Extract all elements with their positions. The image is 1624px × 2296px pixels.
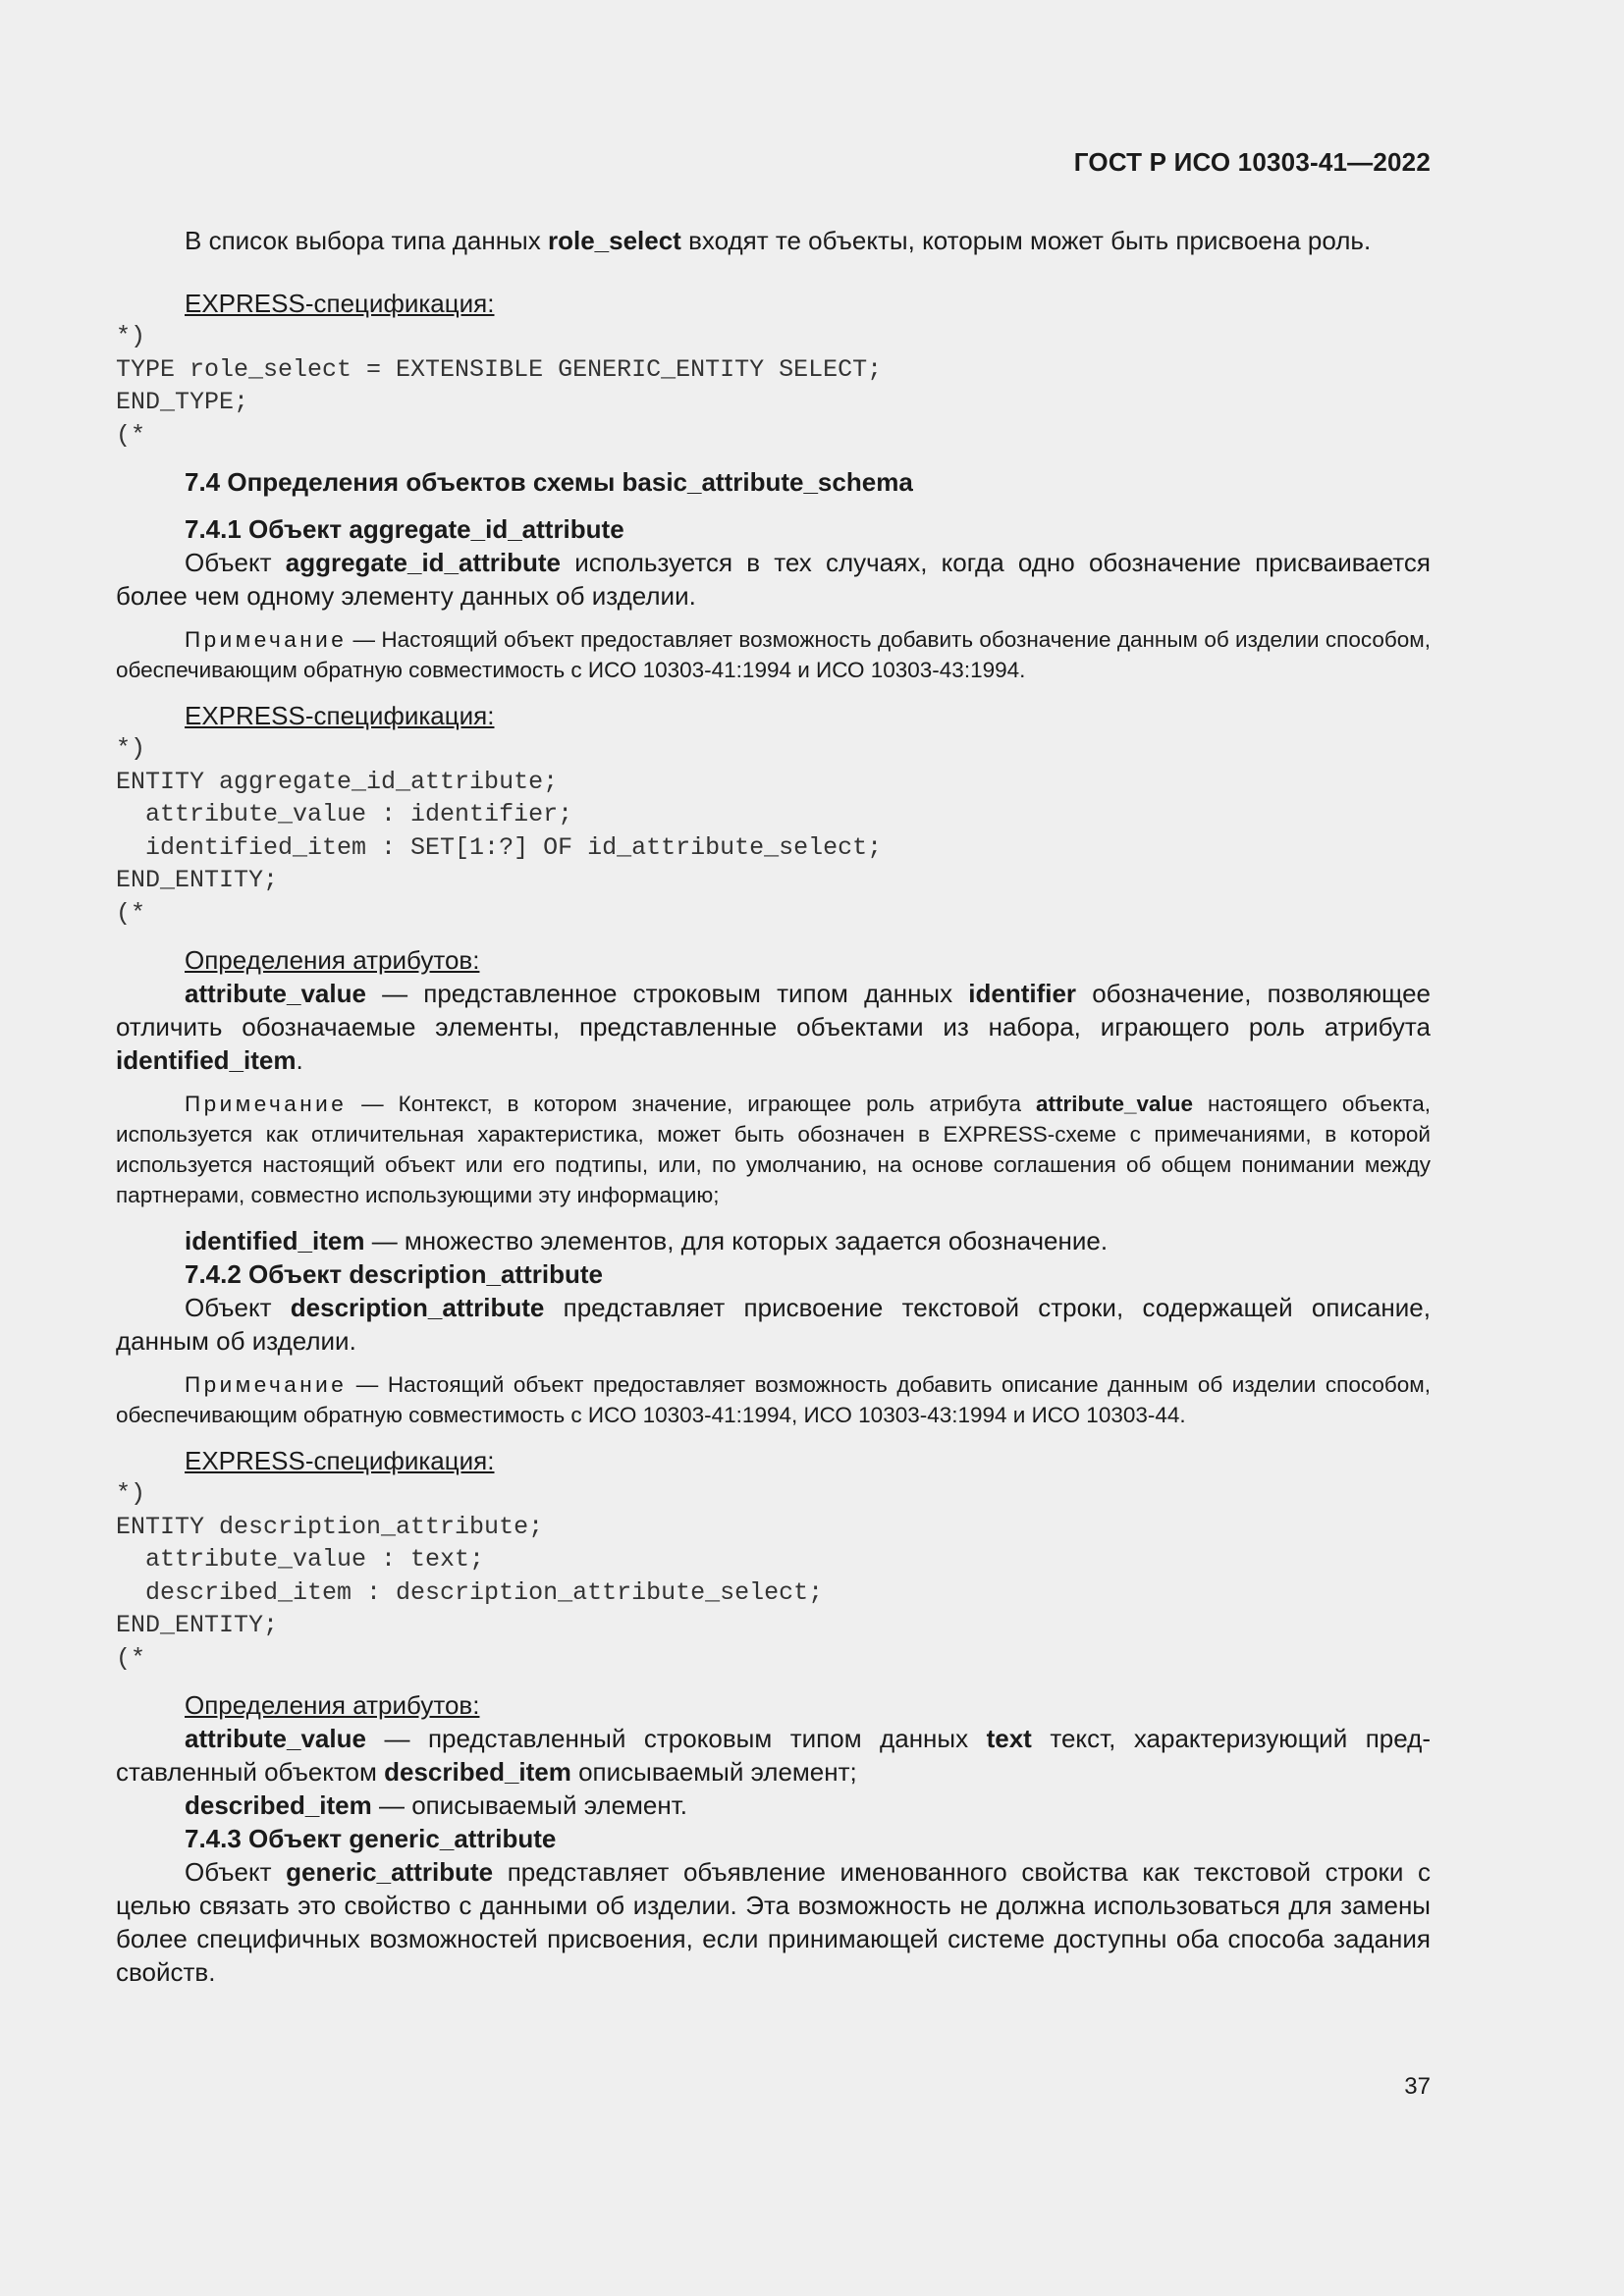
paragraph-generic-attribute xyxy=(116,1855,1431,1989)
term: attribute_value xyxy=(1035,1092,1194,1116)
text: Объект xyxy=(185,548,286,577)
definition-attribute-value-text xyxy=(116,1722,1431,1789)
note-description-attribute xyxy=(116,1369,1431,1430)
section-heading-7-4-3: 7.4.3 Объект generic_attribute xyxy=(185,1824,557,1853)
text: представляет присвоение текстовой строки, содержащей описание, данным об изделии. xyxy=(116,1293,1431,1356)
text: представляет объявление именованного свойства как текстовой строки с целью связать это свойство с данными об изделии. Эта возможность не должна использоваться для замены более специфичных возможностей присвоения, если принимающей системе доступны оба способа задания свойств. xyxy=(116,1857,1431,1987)
paragraph-description-attribute xyxy=(116,1291,1431,1358)
term: attribute_value xyxy=(185,979,366,1008)
express-label: EXPRESS-спецификация: xyxy=(185,289,495,318)
term: described_item xyxy=(185,1790,372,1820)
term: identified_item xyxy=(185,1226,365,1255)
page-number: 37 xyxy=(1404,2073,1431,2100)
text: используется в тех случаях, когда одно обозначение присваивается более чем одному элементу данных об изделии. xyxy=(116,548,1432,611)
page-content xyxy=(116,224,1431,1989)
text: — описываемый элемент. xyxy=(371,1790,687,1820)
term: identified_item xyxy=(116,1045,297,1075)
note-word: Примечание xyxy=(185,627,348,652)
definition-attribute-value xyxy=(116,977,1431,1077)
text: Объект xyxy=(185,1857,287,1887)
note-aggregate-id xyxy=(116,624,1431,685)
term: described_item xyxy=(384,1757,571,1787)
term: identifier xyxy=(968,979,1077,1008)
section-heading-7-4-1: 7.4.1 Объект aggregate_id_attribute xyxy=(185,514,624,544)
text: — представленное строковым типом данных xyxy=(365,979,969,1008)
text: В список выбора типа данных xyxy=(185,226,548,255)
text: — представленный строковым типом данных xyxy=(365,1724,987,1753)
term: attribute_value xyxy=(185,1724,366,1753)
document-header: ГОСТ Р ИСО 10303-41—2022 xyxy=(1073,147,1431,177)
definition-described-item xyxy=(116,1789,1431,1822)
section-heading-7-4: 7.4 Определения объектов схемы basic_attribute_schema xyxy=(185,467,913,497)
text: — Настоящий объект предоставляет возможность добавить описание данным об изделии способом, обеспечивающим обратную совместимость с ИСО 10303-41:1994, ИСО 10303-43:1994 и ИСО 10303-44. xyxy=(116,1372,1431,1427)
term: description_attribute xyxy=(290,1293,545,1322)
term: aggregate_id_attribute xyxy=(285,548,562,577)
paragraph-aggregate-id xyxy=(116,546,1431,613)
text: входят те объекты, которым может быть присвоена роль. xyxy=(680,226,1372,255)
definition-identified-item xyxy=(116,1224,1431,1257)
term: generic_attribute xyxy=(286,1857,494,1887)
document-page xyxy=(116,0,1431,2296)
text: текст, характеризующий представленный объектом xyxy=(116,1724,1431,1787)
express-code-description-attribute: *) ENTITY description_attribute; attribute_value : text; described_item : description_attribute_select; END_ENTITY; (* xyxy=(116,1479,824,1673)
note-word: Примечание xyxy=(185,1092,348,1116)
text: — множество элементов, для которых задается обозначение. xyxy=(364,1226,1109,1255)
text: . xyxy=(296,1045,303,1075)
text: — Контекст, в котором значение, играющее роль атрибута xyxy=(347,1092,1036,1116)
text: описываемый элемент; xyxy=(570,1757,857,1787)
term: role_select xyxy=(547,226,681,255)
text: — Настоящий объект предоставляет возможность добавить обозначение данным об изделии способом, обеспечивающим обратную совместимость с ИСО 10303-41:1994 и ИСО 10303-43:1994. xyxy=(116,627,1431,682)
attribute-definitions-label: Определения атрибутов: xyxy=(185,945,480,975)
text: настоящего объекта, используется как отличительная характеристика, может быть обозначен в EXPRESS-схеме с примечаниями, в которой используется настоящий объект или его подтипы, или, по умолчанию, на основе соглашения об общем понимании между партнерами, совместно использующими эту информацию; xyxy=(116,1092,1431,1207)
section-heading-7-4-2: 7.4.2 Объект description_attribute xyxy=(185,1259,603,1289)
attribute-definitions-label: Определения атрибутов: xyxy=(185,1690,480,1720)
note-attribute-value xyxy=(116,1089,1431,1210)
express-label: EXPRESS-спецификация: xyxy=(185,701,495,730)
express-code-role-select: *) TYPE role_select = EXTENSIBLE GENERIC_ENTITY SELECT; END_TYPE; (* xyxy=(116,322,883,450)
paragraph-role-select xyxy=(116,224,1431,257)
text: Объект xyxy=(185,1293,291,1322)
express-code-aggregate-id: *) ENTITY aggregate_id_attribute; attribute_value : identifier; identified_item : SET[1:?] OF id_attribute_select; END_ENTITY; (* xyxy=(116,734,883,928)
text: обозначение, позволяющее отличить обозначаемые элементы, представленные объектами из набора, играющего роль атрибута xyxy=(116,979,1431,1041)
term: text xyxy=(986,1724,1032,1753)
note-word: Примечание xyxy=(185,1372,348,1397)
express-label: EXPRESS-спецификация: xyxy=(185,1446,495,1475)
